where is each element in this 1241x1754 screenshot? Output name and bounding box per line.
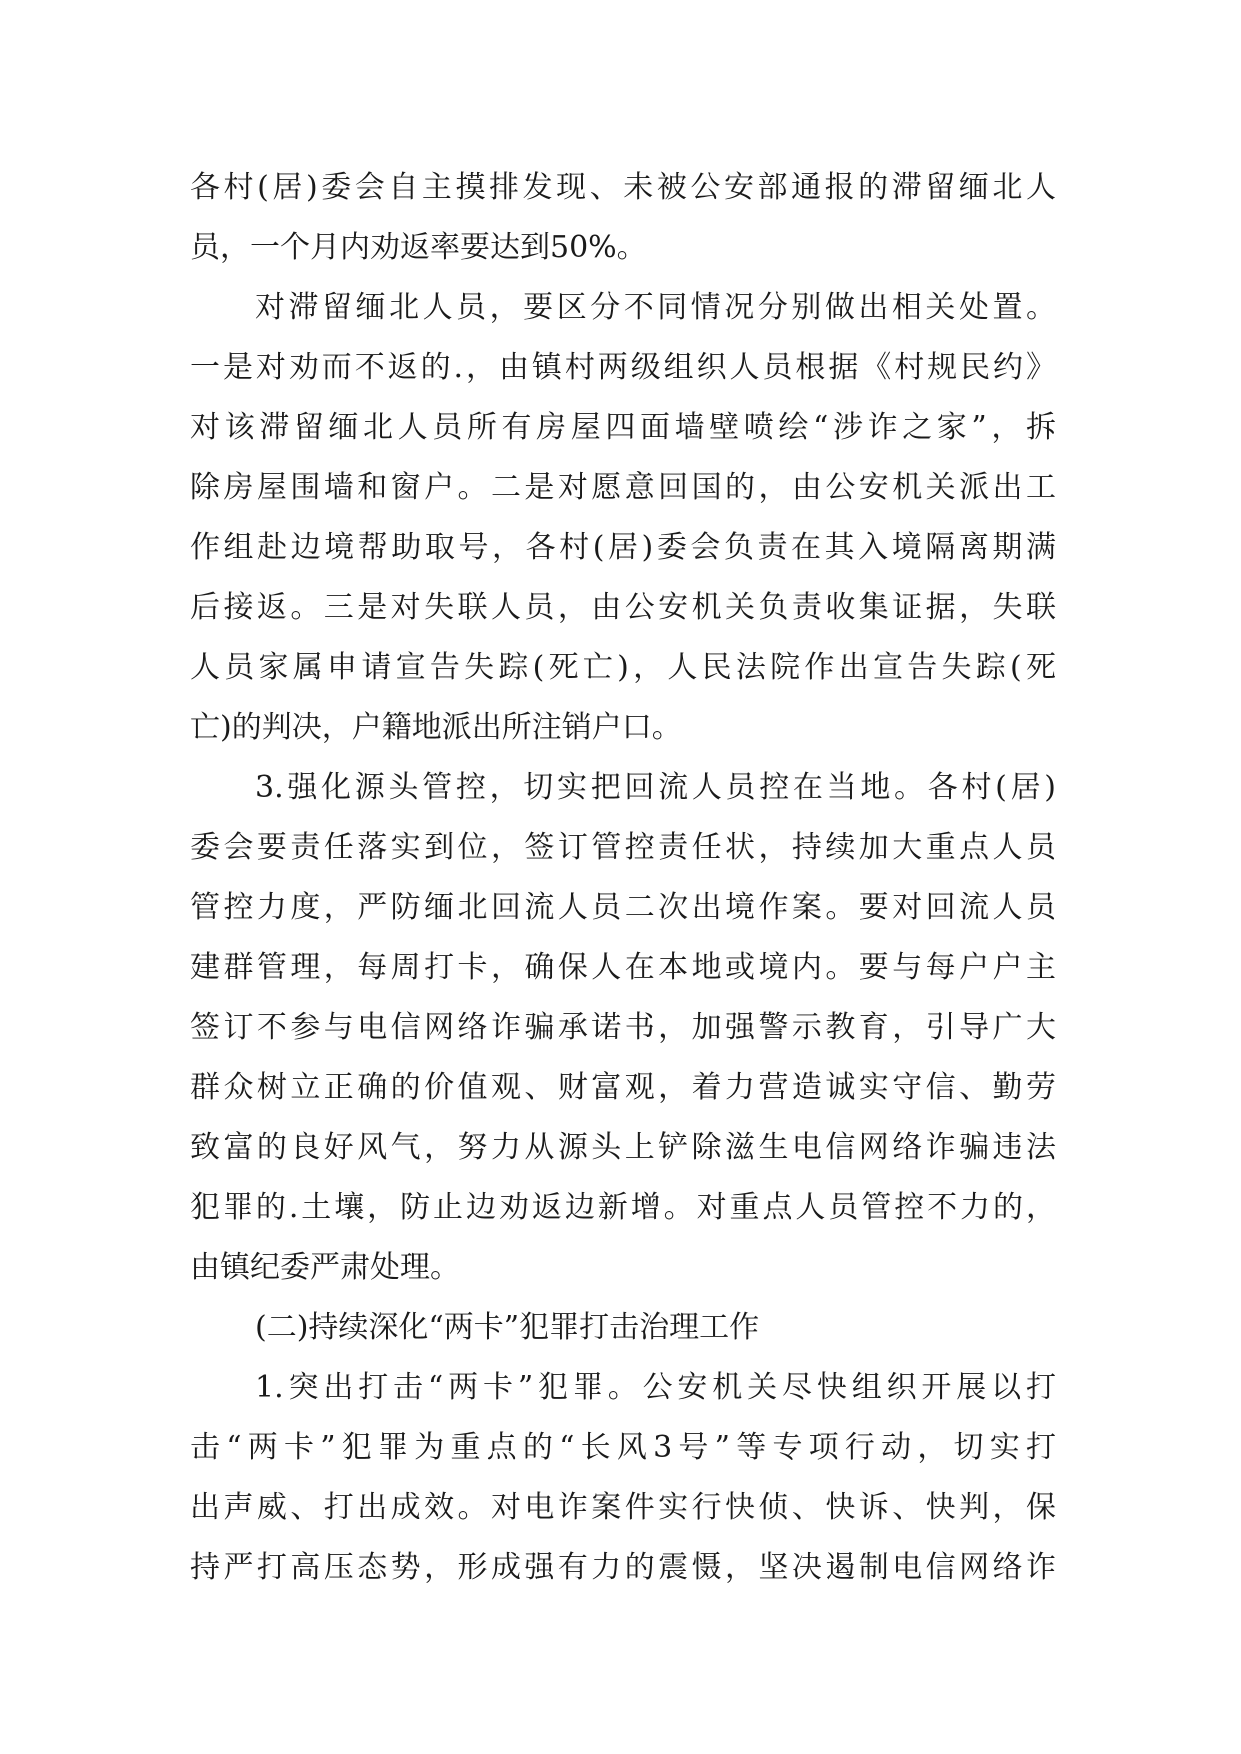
text-line: 委会要责任落实到位，签订管控责任状，持续加大重点人员	[190, 830, 1056, 865]
text-line: 犯罪的.土壤，防止边劝返边新增。对重点人员管控不力的，	[190, 1190, 1056, 1225]
text-line: 签订不参与电信网络诈骗承诺书，加强警示教育，引导广大	[190, 1010, 1056, 1045]
text-line: 一是对劝而不返的.，由镇村两级组织人员根据《村规民约》	[190, 350, 1056, 385]
text-line: 人员家属申请宣告失踪(死亡)，人民法院作出宣告失踪(死	[190, 650, 1056, 685]
text-line: 后接返。三是对失联人员，由公安机关负责收集证据，失联	[190, 590, 1056, 625]
heading-line: (二)持续深化“两卡”犯罪打击治理工作	[255, 1310, 760, 1345]
section-heading	[190, 1298, 1056, 1358]
text-line: 对滞留缅北人员，要区分不同情况分别做出相关处置。	[255, 290, 1056, 325]
paragraph-5	[190, 1358, 1056, 1598]
paragraph-1	[190, 158, 1056, 278]
paragraph-2	[190, 278, 1056, 758]
text-line: 1.突出打击“两卡”犯罪。公安机关尽快组织开展以打	[255, 1370, 1056, 1405]
text-line: 作组赴边境帮助取号，各村(居)委会负责在其入境隔离期满	[190, 530, 1056, 565]
text-line: 对该滞留缅北人员所有房屋四面墙壁喷绘“涉诈之家”，拆	[190, 410, 1056, 445]
text-line: 亡)的判决，户籍地派出所注销户口。	[190, 710, 682, 745]
text-line: 建群管理，每周打卡，确保人在本地或境内。要与每户户主	[190, 950, 1056, 985]
text-line: 管控力度，严防缅北回流人员二次出境作案。要对回流人员	[190, 890, 1056, 925]
text-line: 出声威、打出成效。对电诈案件实行快侦、快诉、快判，保	[190, 1490, 1056, 1525]
text-line: 员，一个月内劝返率要达到50%。	[190, 230, 647, 265]
text-line: 由镇纪委严肃处理。	[190, 1250, 460, 1285]
text-line: 击“两卡”犯罪为重点的“长风3号”等专项行动，切实打	[190, 1430, 1056, 1465]
text-line: 群众树立正确的价值观、财富观，着力营造诚实守信、勤劳	[190, 1070, 1056, 1105]
paragraph-3	[190, 758, 1056, 1298]
text-line: 持严打高压态势，形成强有力的震慑，坚决遏制电信网络诈	[190, 1550, 1056, 1585]
document-body	[190, 158, 1056, 1598]
text-line: 3.强化源头管控，切实把回流人员控在当地。各村(居)	[255, 770, 1056, 805]
text-line: 致富的良好风气，努力从源头上铲除滋生电信网络诈骗违法	[190, 1130, 1056, 1165]
text-line: 各村(居)委会自主摸排发现、未被公安部通报的滞留缅北人	[190, 170, 1056, 205]
text-line: 除房屋围墙和窗户。二是对愿意回国的，由公安机关派出工	[190, 470, 1056, 505]
